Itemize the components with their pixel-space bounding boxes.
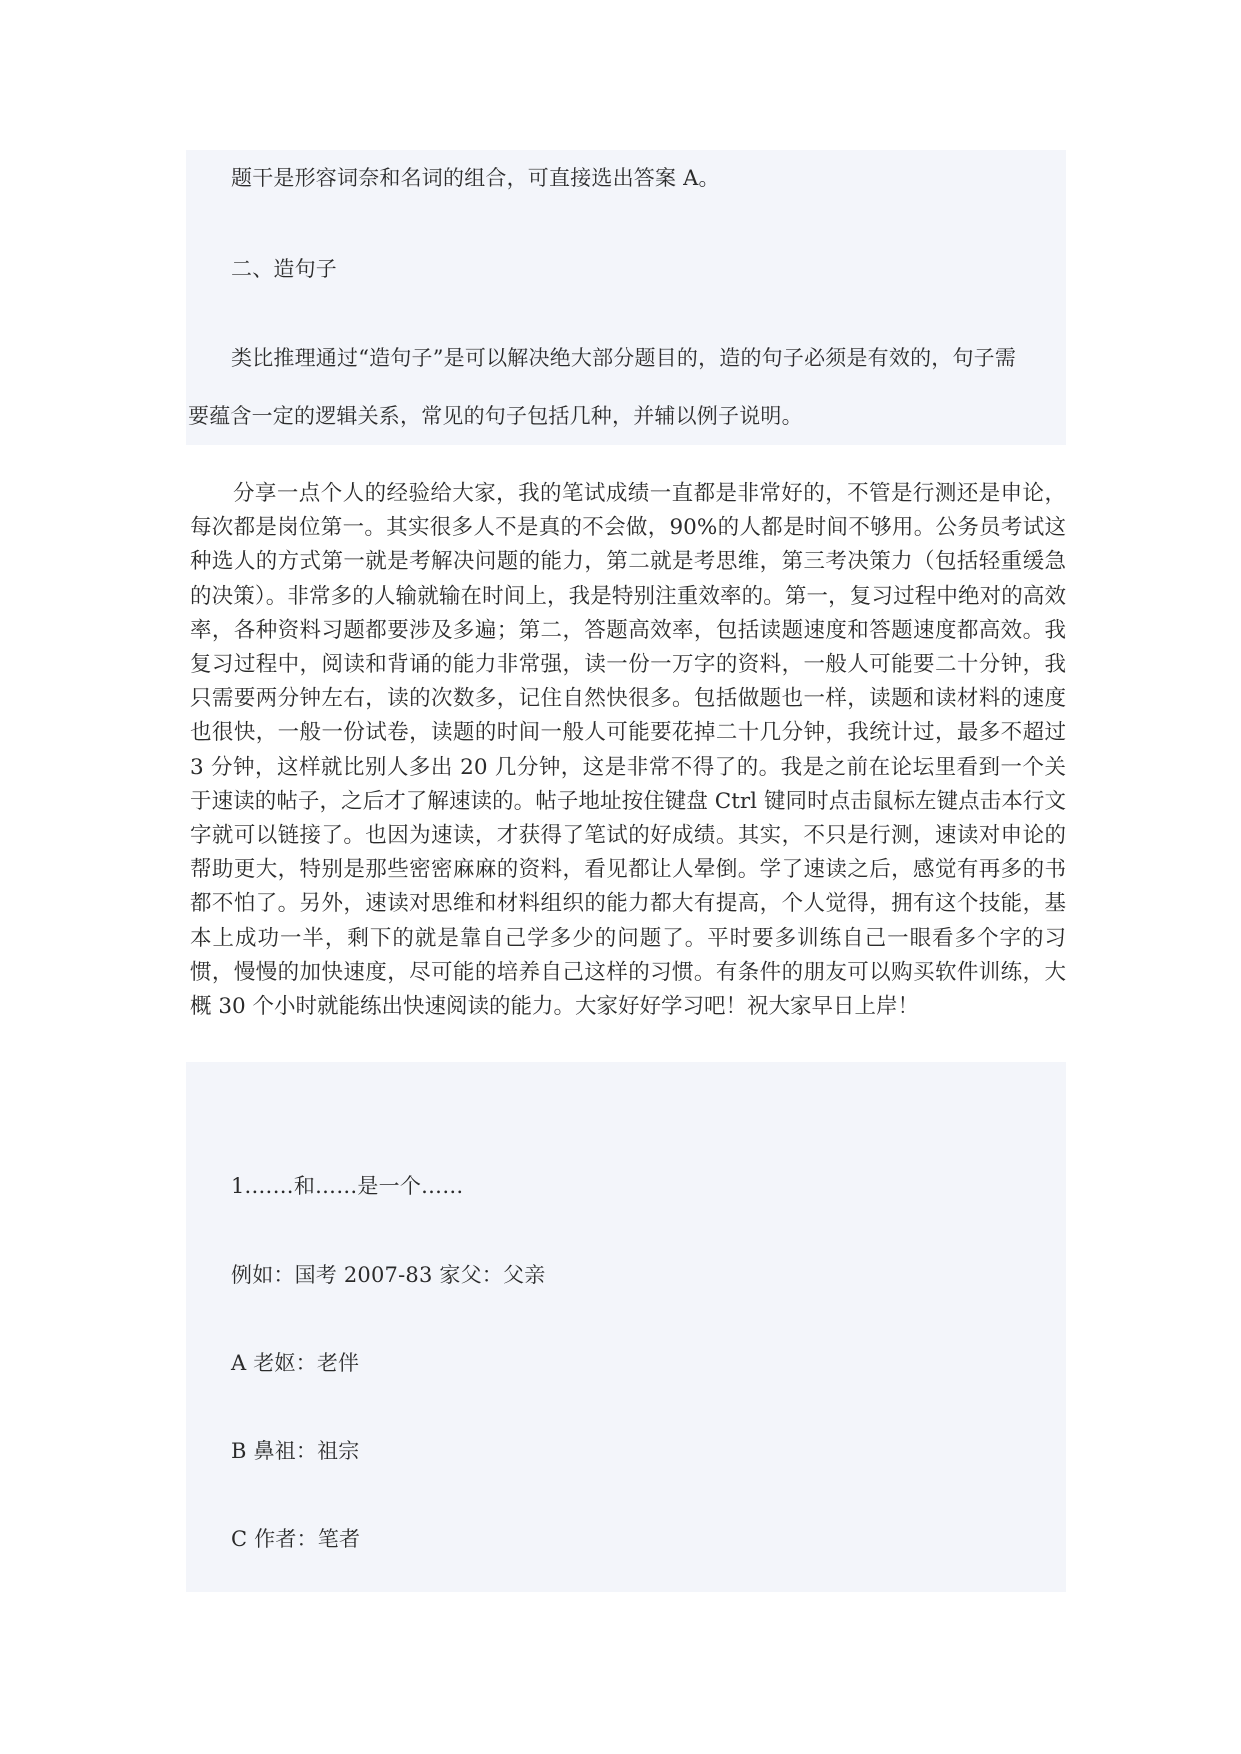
paragraph-line-2: 要蕴含一定的逻辑关系，常见的句子包括几种，并辅以例子说明。 — [188, 404, 803, 428]
option-a: A 老妪：老伴 — [231, 1351, 360, 1375]
option-c: C 作者：笔者 — [231, 1527, 361, 1551]
answer-explanation-text: 题干是形容词奈和名词的组合，可直接选出答案 A。 — [231, 166, 720, 190]
bottom-content-panel — [186, 1062, 1066, 1592]
paragraph-line-1: 类比推理通过“造句子”是可以解决绝大部分题目的，造的句子必须是有效的，句子需 — [231, 346, 1017, 370]
sentence-pattern-heading: 1.……和……是一个…… — [231, 1174, 464, 1198]
section-heading: 二、造句子 — [231, 257, 337, 281]
top-content-panel — [186, 150, 1066, 445]
example-question: 例如：国考 2007-83 家父：父亲 — [231, 1263, 546, 1287]
option-b: B 鼻祖：祖宗 — [231, 1439, 360, 1463]
experience-article-paragraph: 分享一点个人的经验给大家，我的笔试成绩一直都是非常好的，不管是行测还是申论，每次都是岗位第一。其实很多人不是真的不会做，90%的人都是时间不够用。公务员考试这种选人的方式第一就是考解决问题的能力，第二就是考思维，第三考决策力（包括轻重缓急的决策）。非常多的人输就输在时间上，我是特别注重效率的。第一，复习过程中绝对的高效率，各种资料习题都要涉及多遍；第二，答题高效率，包括读题速度和答题速度都高效。我复习过程中，阅读和背诵的能力非常强，读一份一万字的资料，一般人可能要二十分钟，我只需要两分钟左右，读的次数多，记住自然快很多。包括做题也一样，读题和读材料的速度也很快，一般一份试卷，读题的时间一般人可能要花掉二十几分钟，我统计过，最多不超过 3 分钟，这样就比别人多出 20 几分钟，这是非常不得了的。我是之前在论坛里看到一个关于速读的帖子，之后才了解速读的。帖子地址按住键盘 Ctrl 键同时点击鼠标左键点击本行文字就可以链接了。也因为速读，才获得了笔试的好成绩。其实，不只是行测，速读对申论的帮助更大，特别是那些密密麻麻的资料，看见都让人晕倒。学了速读之后，感觉有再多的书都不怕了。另外，速读对思维和材料组织的能力都大有提高，个人觉得，拥有这个技能，基本上成功一半，剩下的就是靠自己学多少的问题了。平时要多训练自己一眼看多个字的习惯，慢慢的加快速度，尽可能的培养自己这样的习惯。有条件的朋友可以购买软件训练，大概 30 个小时就能练出快速阅读的能力。大家好好学习吧！祝大家早日上岸！ — [190, 481, 1066, 1020]
